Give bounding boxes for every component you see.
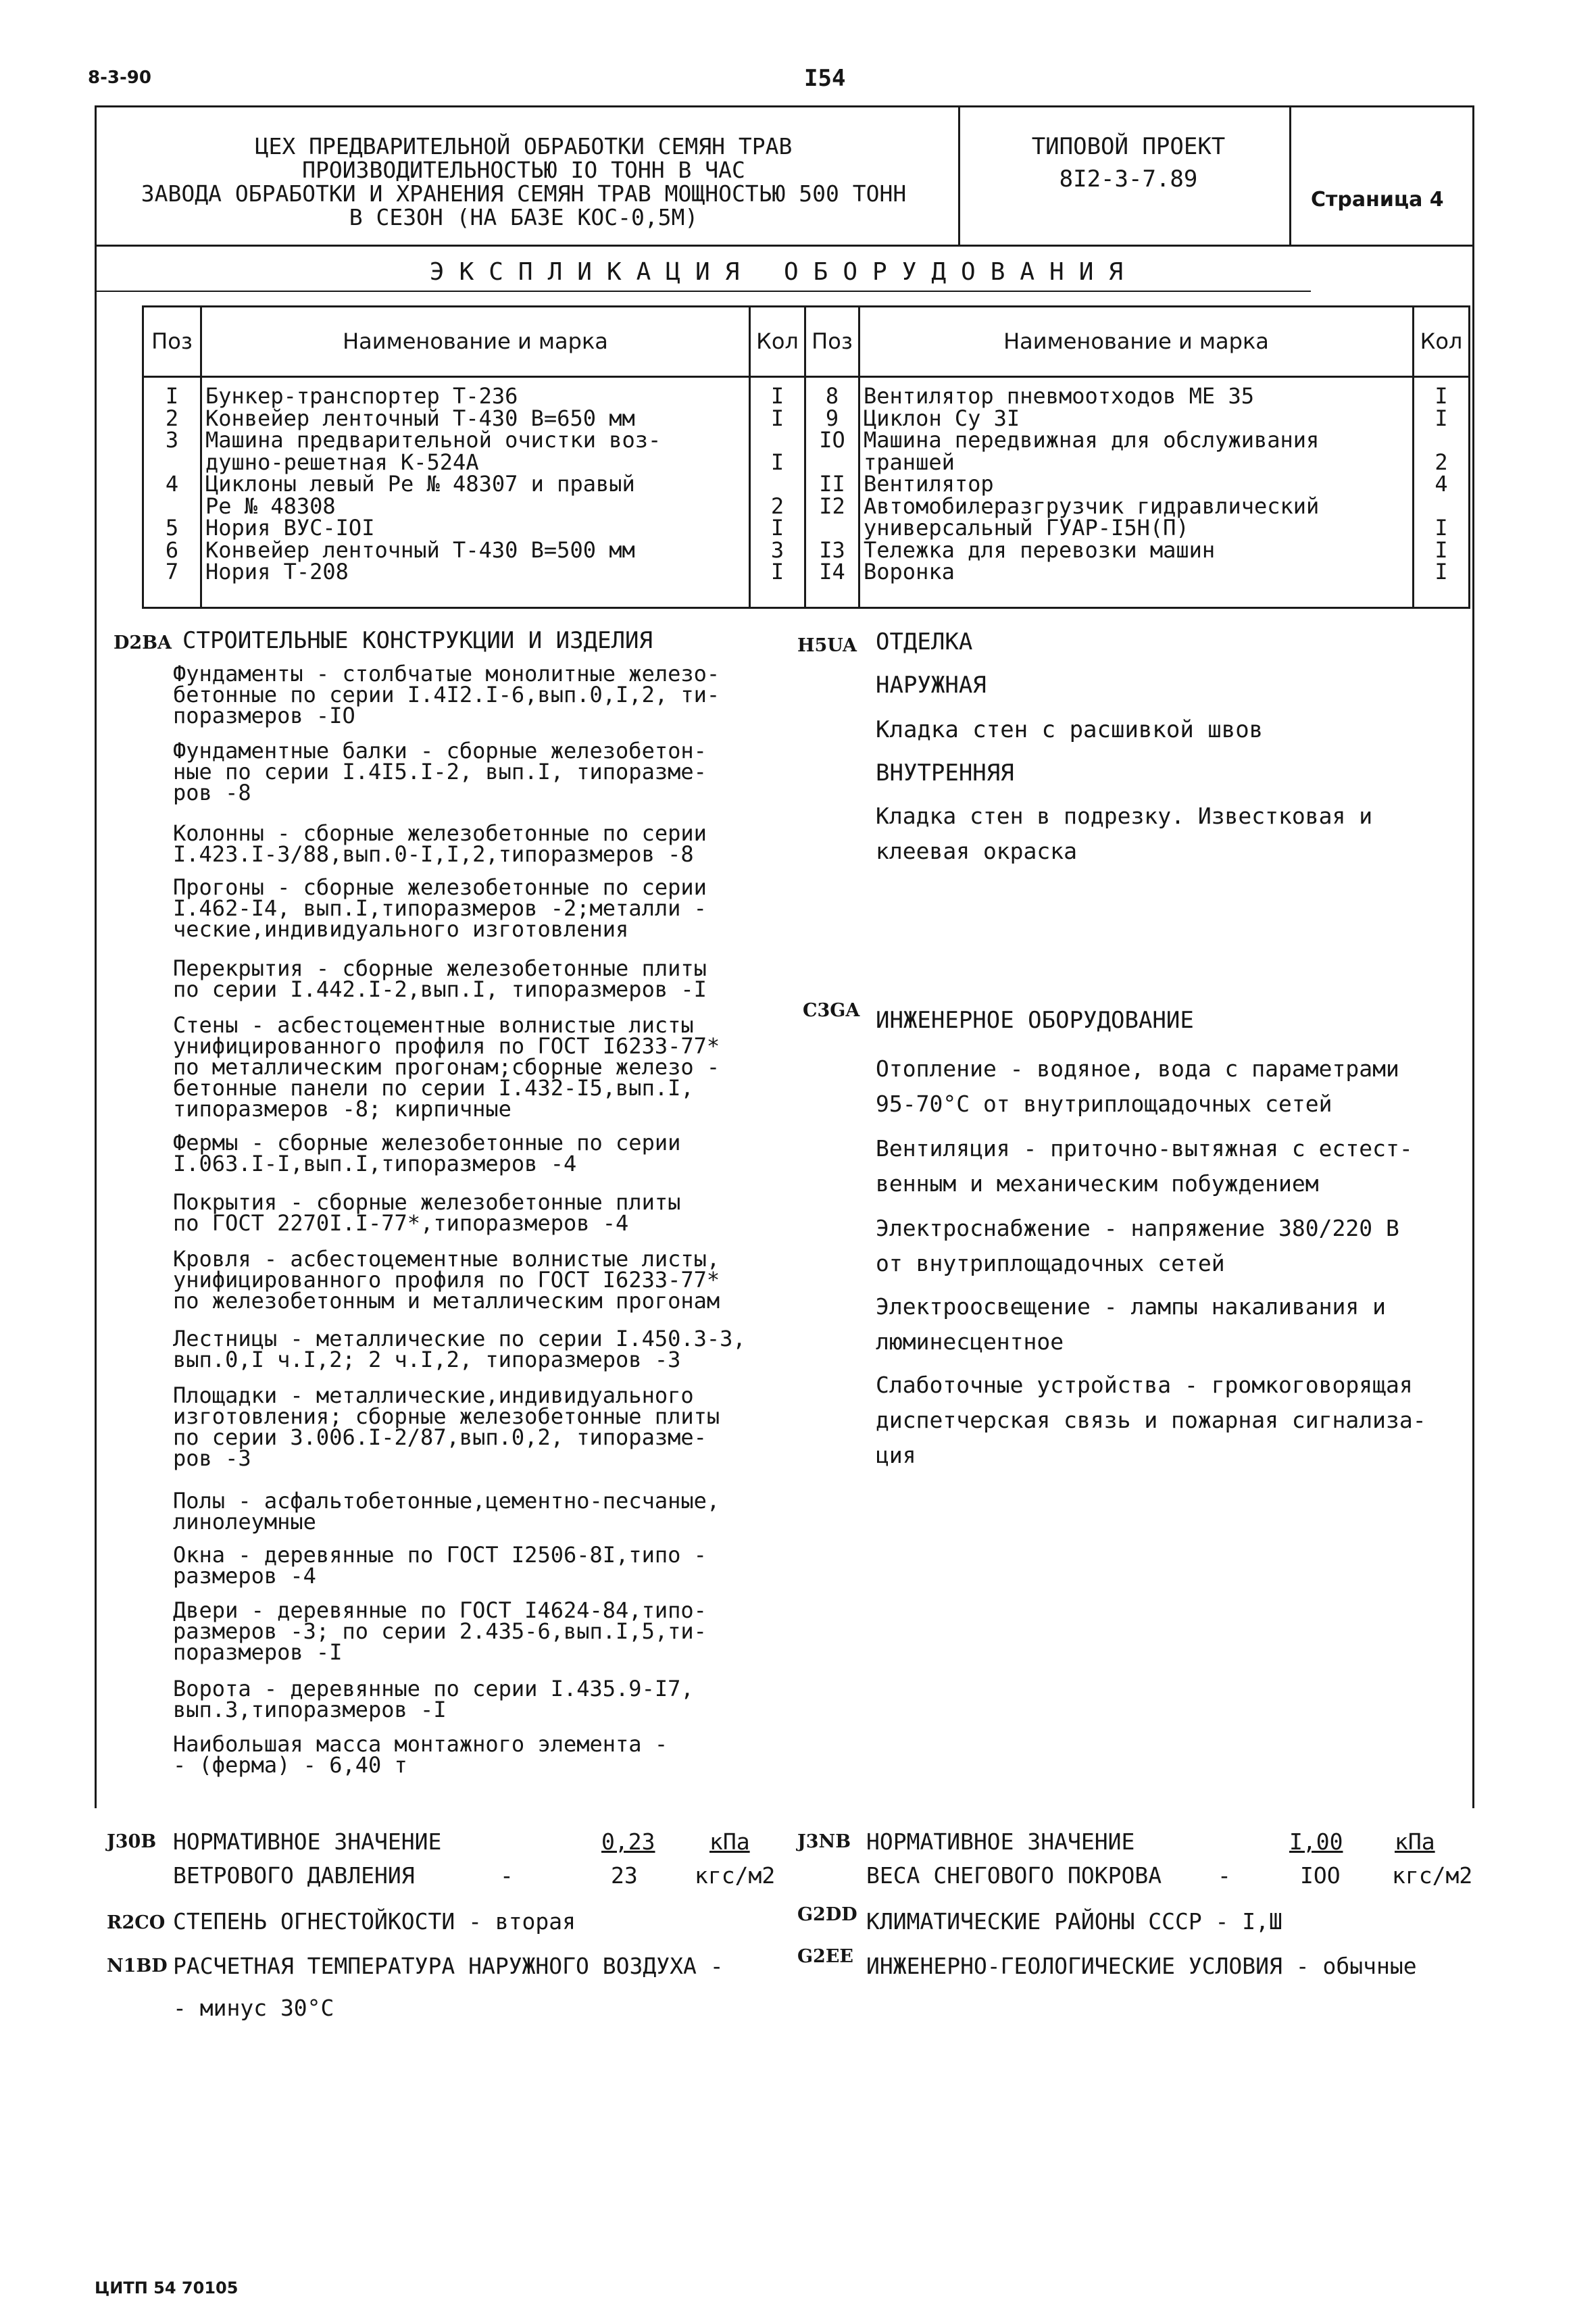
col-header-pos-left: Поз [151,328,193,354]
finishing-external-text: Кладка стен с расшивкой швов [876,716,1264,743]
table-cell-qty-left: I [770,405,784,431]
print-stamp: ЦИТП 54 70105 [95,2279,239,2297]
climate-regions: КЛИМАТИЧЕСКИЕ РАЙОНЫ СССР - I,Ш [866,1908,1282,1935]
construction-item: Фундаментные балки - сборные железобетон- ные по серии I.4I5.I-2, вып.I, типоразме- ров -8 [173,738,707,805]
engineering-title: ИНЖЕНЕРНОЕ ОБОРУДОВАНИЕ [876,1007,1194,1034]
table-cell-name-right: Воронка [864,559,955,584]
wind-dash: - [500,1862,514,1889]
construction-code: D2BA [114,632,172,653]
engineering-item: Вентиляция - приточно-вытяжная с естест- венным и механическим побуждением [876,1135,1413,1197]
explication-underline [95,291,1311,292]
construction-item: Лестницы - металлические по серии I.450.3-3, вып.0,I ч.I,2; 2 ч.I,2, типоразмеров -3 [173,1326,746,1372]
construction-item: Полы - асфальтобетонные,цементно-песчаные, линолеумные [173,1488,720,1535]
snow-unit-kgf: кгс/м2 [1392,1862,1473,1889]
frame-right [1472,105,1474,1808]
table-cell-pos-right: I2 [819,493,845,519]
table-cell-qty-left: 3 [770,537,784,563]
table-cell-name-left: Нория ВУС-IOI [205,515,375,541]
wind-unit-kgf: кгс/м2 [695,1862,776,1889]
construction-item: Фермы - сборные железобетонные по серии I.063.I-I,вып.I,типоразмеров -4 [173,1130,681,1176]
table-cell-name-right: Циклон Су 3I [864,405,1020,431]
archive-code: 8-3-90 [88,68,151,88]
construction-item: Окна - деревянные по ГОСТ I2506-8I,типо - размеров -4 [173,1542,707,1589]
table-cell-qty-right: I [1435,515,1448,541]
table-cell-name-right: Вентилятор пневмоотходов МЕ 35 [864,383,1254,409]
table-cell-name-left: Конвейер ленточный Т-430 В=500 мм [205,537,635,563]
col-header-qty-left: Кол [756,328,799,354]
explication-title: ЭКСПЛИКАЦИЯ ОБОРУДОВАНИЯ [429,258,1139,286]
table-cell-qty-left: I [770,559,784,584]
construction-item: Колонны - сборные железобетонные по серии I.423.I-3/88,вып.0-I,I,2,типоразмеров -8 [173,820,707,867]
table-cell-qty-right: I [1435,559,1448,584]
wind-code: J30B [107,1831,157,1852]
sheet-page-label: Страница 4 [1311,188,1444,211]
wind-value-kpa: 0,23 [601,1828,655,1855]
header-title-line-1: ЦЕХ ПРЕДВАРИТЕЛЬНОЙ ОБРАБОТКИ СЕМЯН ТРАВ [255,133,793,159]
engineering-code: C3GA [803,1000,860,1021]
construction-item: Фундаменты - столбчатые монолитные железо- бетонные по серии I.4I2.I-6,вып.0,I,2, ти- поразмеров -IO [173,661,720,728]
engineering-item: Электроосвещение - лампы накаливания и люминесцентное [876,1293,1386,1355]
finishing-internal-text: Кладка стен в подрезку. Известковая и клеевая окраска [876,803,1373,864]
table-cell-name-left: Конвейер ленточный Т-430 В=650 мм [205,405,635,431]
table-cell-name-right: Тележка для перевозки машин [864,537,1216,563]
construction-item: Площадки - металлические,индивидуального изготовления; сборные железобетонные плиты по серии 3.006.I-2/87,вып.0,2, типоразме- ров -3 [173,1383,720,1471]
table-cell-name-left: Бункер-транспортер Т-236 [205,383,518,409]
table-cell-qty-right: 4 [1435,471,1448,497]
header-frame-top [95,105,1474,107]
temperature-code: N1BD [107,1956,168,1976]
wind-label-line-1: НОРМАТИВНОЕ ЗНАЧЕНИЕ [173,1828,442,1855]
header-divider-1 [958,105,960,246]
table-cell-qty-left: I [770,449,784,475]
table-cell-qty-right: I [1435,537,1448,563]
table-cell-pos-right: IO [819,427,845,453]
table-cell-qty-right: I [1435,383,1448,409]
project-label: ТИПОВОЙ ПРОЕКТ [1031,133,1226,160]
table-cell-name-right: Автомобилеразгрузчик гидравлический [864,493,1320,519]
table-cell-pos-left: 2 [165,405,179,431]
table-cell-name-left: Машина предварительной очистки воз- [205,427,662,453]
table-cell-pos-left: 6 [165,537,179,563]
table-header-separator [142,376,1470,378]
table-cell-pos-left: I [165,383,179,409]
snow-unit-kpa: кПа [1395,1828,1435,1855]
engineering-item: Отопление - водяное, вода с параметрами 95-70°С от внутриплощадочных сетей [876,1055,1399,1117]
project-number: 8I2-3-7.89 [1059,166,1198,193]
table-cell-pos-right: 9 [825,405,839,431]
snow-label-line-1: НОРМАТИВНОЕ ЗНАЧЕНИЕ [866,1828,1135,1855]
table-col-line-6 [1468,305,1470,609]
table-cell-pos-left: 7 [165,559,179,584]
snow-value-kgf: IOO [1300,1862,1341,1889]
construction-item: Покрытия - сборные железобетонные плиты по ГОСТ 2270I.I-77*,типоразмеров -4 [173,1189,681,1236]
finishing-internal-label: ВНУТРЕННЯЯ [876,760,1014,787]
construction-item: Наибольшая масса монтажного элемента - - (ферма) - 6,40 т [173,1731,668,1778]
construction-item: Ворота - деревянные по серии I.435.9-I7, вып.3,типоразмеров -I [173,1676,694,1722]
fire-resistance: СТЕПЕНЬ ОГНЕСТОЙКОСТИ - вторая [173,1908,576,1935]
col-header-name-right: Наименование и марка [1003,328,1269,354]
geology-conditions: ИНЖЕНЕРНО-ГЕОЛОГИЧЕСКИЕ УСЛОВИЯ - обычные [866,1953,1417,1979]
table-cell-qty-left: I [770,515,784,541]
table-border-bottom [142,607,1470,609]
table-cell-name-right: траншей [864,449,955,475]
construction-item: Прогоны - сборные железобетонные по серии I.462-I4, вып.I,типоразмеров -2;металли - ческие,индивидуального изготовления [173,874,707,942]
table-cell-pos-right: I4 [819,559,845,584]
engineering-item: Слаботочные устройства - громкоговорящая диспетчерская связь и пожарная сигнализа- ция [876,1372,1426,1468]
table-cell-qty-left: 2 [770,493,784,519]
col-header-name-left: Наименование и марка [343,328,608,354]
construction-item: Перекрытия - сборные железобетонные плиты по серии I.442.I-2,вып.I, типоразмеров -I [173,955,707,1002]
table-cell-name-left: Циклоны левый Ре № 48307 и правый [205,471,635,497]
table-cell-pos-right: 8 [825,383,839,409]
header-title-line-4: В СЕЗОН (НА БАЗЕ КОС-0,5М) [349,204,699,230]
construction-title: СТРОИТЕЛЬНЫЕ КОНСТРУКЦИИ И ИЗДЕЛИЯ [182,627,653,654]
table-cell-name-right: универсальный ГУАР-I5Н(П) [864,515,1189,541]
frame-left [95,105,97,1808]
col-header-pos-right: Поз [812,328,853,354]
geology-code: G2EE [797,1946,854,1967]
snow-label-line-2: ВЕСА СНЕГОВОГО ПОКРОВА [866,1862,1162,1889]
table-cell-qty-right: I [1435,405,1448,431]
table-border-top [142,305,1470,307]
finishing-external-label: НАРУЖНАЯ [876,672,987,699]
table-cell-name-left: Нория Т-208 [205,559,349,584]
table-cell-name-left: душно-решетная К-524А [205,449,479,475]
wind-label-line-2: ВЕТРОВОГО ДАВЛЕНИЯ [173,1862,415,1889]
design-temperature: РАСЧЕТНАЯ ТЕМПЕРАТУРА НАРУЖНОГО ВОЗДУХА - [173,1953,724,1979]
page-number: I54 [804,65,846,92]
snow-dash: - [1218,1862,1231,1889]
header-title-line-3: ЗАВОДА ОБРАБОТКИ И ХРАНЕНИЯ СЕМЯН ТРАВ МОЩНОСТЬЮ 500 ТОНН [141,180,907,207]
wind-value-kgf: 23 [611,1862,638,1889]
table-cell-pos-right: II [819,471,845,497]
snow-code: J3NB [797,1831,851,1852]
snow-value-kpa: I,00 [1289,1828,1343,1855]
finishing-title: ОТДЕЛКА [876,628,973,655]
fire-code: R2CO [107,1912,166,1933]
engineering-item: Электроснабжение - напряжение 380/220 В от внутриплощадочных сетей [876,1215,1399,1276]
table-cell-name-right: Вентилятор [864,471,994,497]
table-cell-pos-left: 4 [165,471,179,497]
climate-code: G2DD [797,1904,857,1925]
table-cell-pos-left: 5 [165,515,179,541]
table-cell-qty-left: I [770,383,784,409]
construction-item: Кровля - асбестоцементные волнистые листы, унифицированного профиля по ГОСТ I6233-77* по железобетонным и металлическим прогонам [173,1246,720,1314]
col-header-qty-right: Кол [1420,328,1463,354]
wind-unit-kpa: кПа [709,1828,750,1855]
finishing-code: H5UA [797,635,857,656]
table-cell-qty-right: 2 [1435,449,1448,475]
table-cell-name-left: Ре № 48308 [205,493,336,519]
table-cell-pos-right: I3 [819,537,845,563]
header-frame-bottom [95,245,1474,247]
design-temperature-value: - минус 30°С [173,1995,334,2021]
construction-item: Двери - деревянные по ГОСТ I4624-84,типо- размеров -3; по серии 2.435-6,вып.I,5,ти- поразмеров -I [173,1597,707,1665]
header-title-line-2: ПРОИЗВОДИТЕЛЬНОСТЬЮ IO ТОНН В ЧАС [302,157,745,183]
construction-item: Стены - асбестоцементные волнистые листы унифицированного профиля по ГОСТ I6233-77* по металлическим прогонам;сборные железо - бетонные панели по серии I.432-I5,вып.I, типоразмеров -8; кирпичные [173,1012,720,1122]
table-cell-name-right: Машина передвижная для обслуживания [864,427,1320,453]
table-cell-pos-left: 3 [165,427,179,453]
